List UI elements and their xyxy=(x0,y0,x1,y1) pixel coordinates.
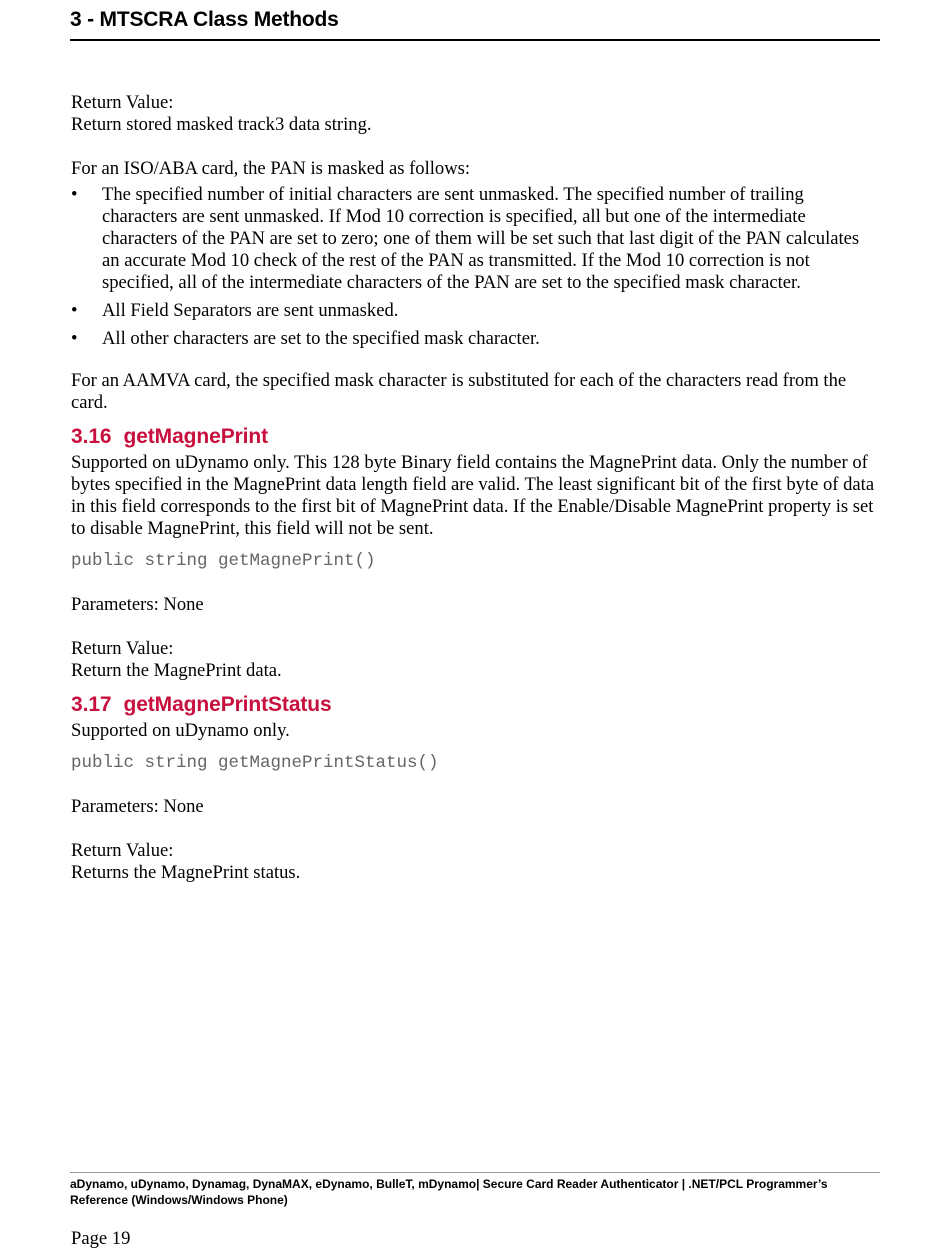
page-number: Page 19 xyxy=(71,1228,131,1249)
section-number: 3.16 xyxy=(71,425,112,448)
section-heading-3-16 xyxy=(71,424,881,450)
parameters-text: Parameters: None xyxy=(71,796,204,817)
footer-text: aDynamo, uDynamo, Dynamag, DynaMAX, eDynamo, BulleT, mDynamo| Secure Card Reader Authenticator | .NET/PCL Programmer’s Reference (Windows/Windows Phone) xyxy=(70,1177,828,1207)
bullet-icon: • xyxy=(71,184,78,205)
bullet-icon: • xyxy=(71,328,78,349)
section-title: getMagnePrint xyxy=(123,425,269,448)
return-value-text: Return the MagnePrint data. xyxy=(71,660,282,681)
bullet-text: The specified number of initial characters are sent unmasked. The specified number of trailing characters are sent unmasked. If Mod 10 correction is specified, all but one of the intermediate characters of the PAN are set to zero; one of them will be set such that last digit of the PAN calculates an accurate Mod 10 check of the rest of the PAN as transmitted. If the Mod 10 correction is not specified, all of the intermediate characters of the PAN are set to the specified mask character. xyxy=(102,184,860,293)
page-footer xyxy=(70,1172,880,1208)
return-value-label: Return Value: xyxy=(71,92,174,113)
method-signature: public string getMagnePrintStatus() xyxy=(71,753,439,773)
method-signature: public string getMagnePrint() xyxy=(71,551,376,571)
parameters-text: Parameters: None xyxy=(71,594,204,615)
section-description: Supported on uDynamo only. This 128 byte Binary field contains the MagnePrint data. Only the number of bytes specified in the MagnePrint data length field are valid. The least significant bit of the first byte of data in this field corresponds to the first bit of MagnePrint data. If the Enable/Disable MagnePrint property is set to disable MagnePrint, this field will not be sent. xyxy=(71,452,875,539)
bullet-text: All Field Separators are sent unmasked. xyxy=(102,300,399,321)
iso-aba-intro: For an ISO/ABA card, the PAN is masked as follows: xyxy=(71,158,471,179)
page-header xyxy=(70,6,880,41)
return-value-text: Returns the MagnePrint status. xyxy=(71,862,301,883)
return-value-text: Return stored masked track3 data string. xyxy=(71,114,372,135)
list-item xyxy=(71,328,881,350)
list-item xyxy=(71,300,881,322)
bullet-text: All other characters are set to the specified mask character. xyxy=(102,328,540,349)
section-title: getMagnePrintStatus xyxy=(123,693,332,716)
bullet-icon: • xyxy=(71,300,78,321)
section-heading-3-17 xyxy=(71,692,881,718)
return-value-label: Return Value: xyxy=(71,840,174,861)
section-description: Supported on uDynamo only. xyxy=(71,720,290,741)
chapter-title: 3 - MTSCRA Class Methods xyxy=(70,8,339,31)
section-number: 3.17 xyxy=(71,693,112,716)
list-item xyxy=(71,184,881,294)
masking-bullet-list xyxy=(71,184,881,350)
document-body xyxy=(71,92,881,884)
return-value-label: Return Value: xyxy=(71,638,174,659)
aamva-paragraph: For an AAMVA card, the specified mask character is substituted for each of the characters read from the card. xyxy=(71,370,847,413)
